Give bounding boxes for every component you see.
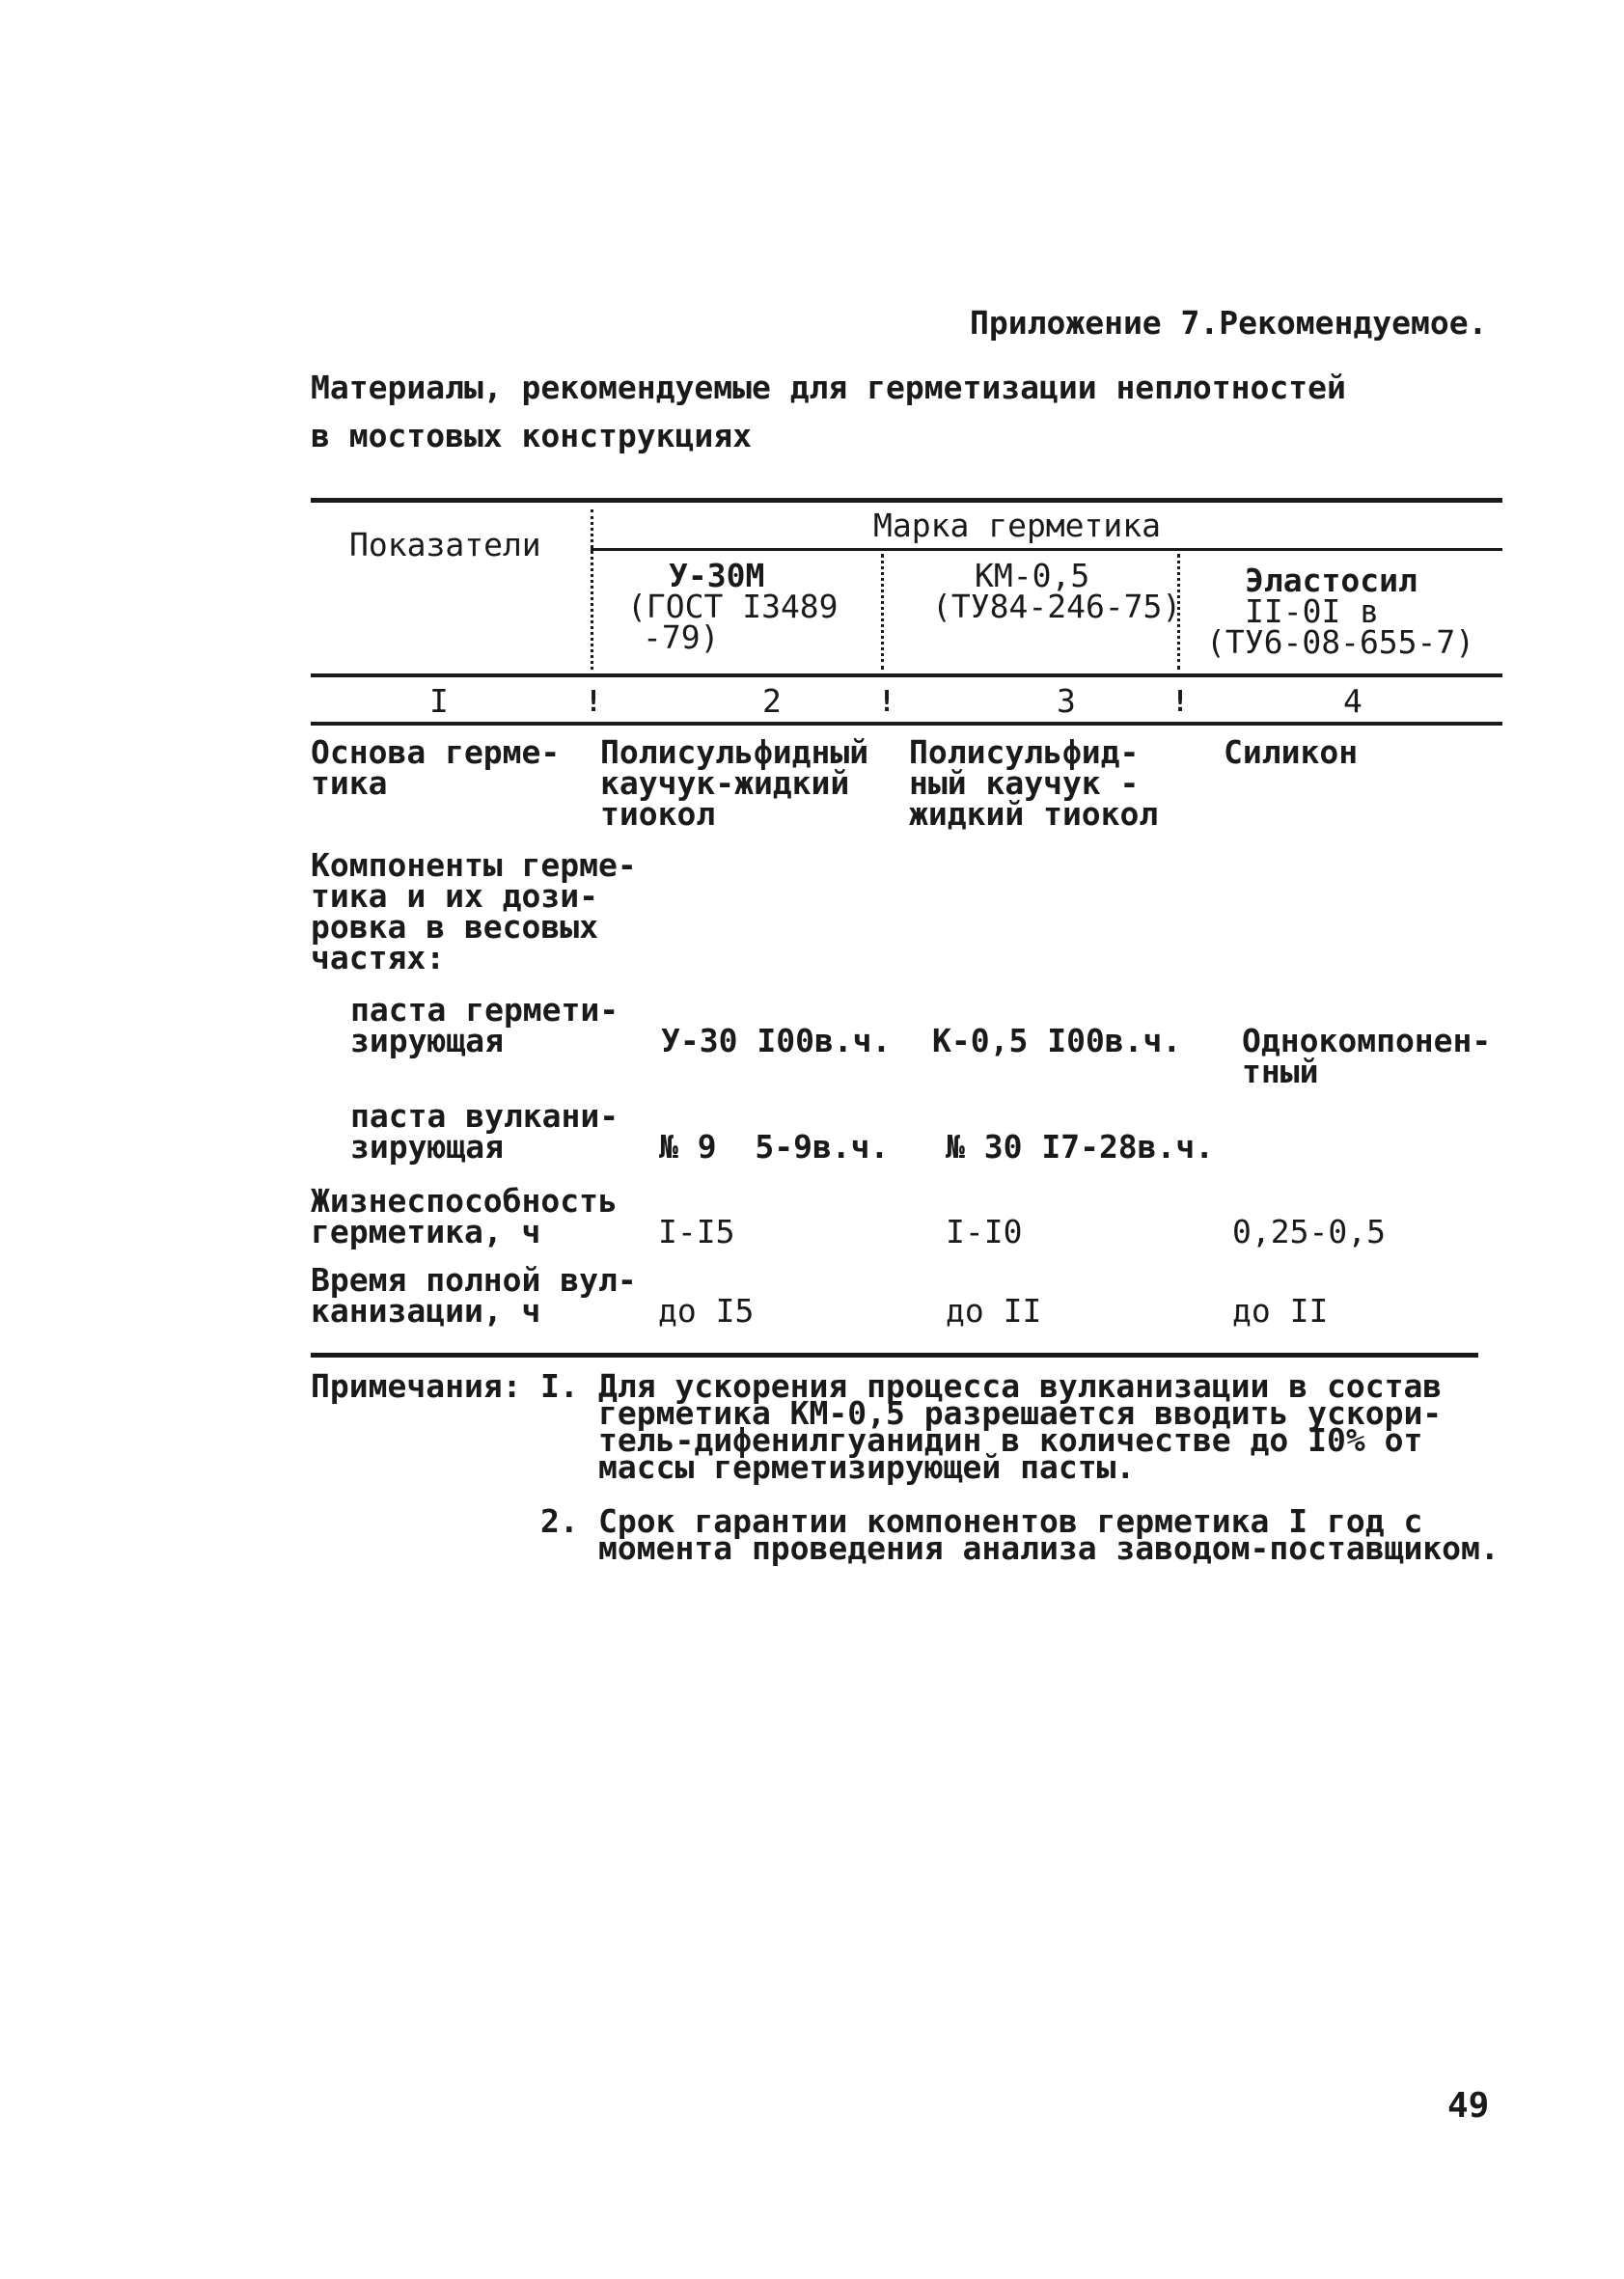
row-base-label-2: тика <box>311 764 388 802</box>
numbers-bottom-rule <box>311 722 1502 726</box>
group-header-rule <box>591 548 1502 551</box>
row-vulc-paste-col3: № 30 I7-28в.ч. <box>946 1128 1215 1166</box>
header-bottom-rule <box>311 673 1502 677</box>
col-number-separator-2: ! <box>878 685 896 719</box>
row-seal-paste-label-1: паста гермети- <box>350 991 619 1029</box>
row-cure-col2: до I5 <box>658 1292 755 1330</box>
col2-gost: (ГОСТ I3489 <box>627 588 839 625</box>
row-base-col2-2: каучук-жидкий <box>600 764 850 802</box>
row-components-label-2: тика и их дози- <box>311 877 599 915</box>
col-number-separator-3: ! <box>1171 685 1190 719</box>
row-vulc-paste-label-2: зирующая <box>350 1128 504 1166</box>
col2-title: У-30М <box>669 557 765 594</box>
col-number-separator-1: ! <box>585 685 603 719</box>
note-1-line-2: герметика КМ-0,5 разрешается вводить ускори- <box>598 1394 1443 1432</box>
note-1-line-4: массы герметизирующей пасты. <box>598 1448 1136 1486</box>
row-components-label-4: частях: <box>311 939 446 976</box>
row-base-col3-1: Полисульфид- <box>909 733 1140 771</box>
note-2-line-2: момента проведения анализа заводом-поставщиком. <box>598 1529 1500 1567</box>
header-separator-1 <box>591 509 593 670</box>
col4-title: Эластосил <box>1245 562 1418 599</box>
row-base-label-1: Основа герме- <box>311 733 561 771</box>
table-bottom-rule <box>311 1353 1478 1358</box>
row-seal-paste-col4-1: Однокомпонен- <box>1242 1022 1492 1059</box>
col-number-3: 3 <box>1057 682 1076 720</box>
row-life-col4: 0,25-0,5 <box>1232 1213 1386 1250</box>
row-seal-paste-col3: К-0,5 I00в.ч. <box>932 1022 1182 1059</box>
note-1-number: I. <box>540 1367 579 1405</box>
row-vulc-paste-label-1: паста вулкани- <box>350 1097 619 1135</box>
row-seal-paste-col4-2: тный <box>1242 1053 1319 1090</box>
col-number-4: 4 <box>1343 682 1363 720</box>
header-indicators: Показатели <box>349 526 541 563</box>
row-components-label-1: Компоненты герме- <box>311 846 637 884</box>
row-base-col2-1: Полисульфидный <box>600 733 869 771</box>
row-vulc-paste-col2: № 9 5-9в.ч. <box>659 1128 890 1166</box>
note-2-number: 2. <box>540 1502 579 1540</box>
col3-title: КМ-0,5 <box>975 557 1090 594</box>
note-1-line-1: Для ускорения процесса вулканизации в состав <box>598 1367 1443 1405</box>
note-2-line-1: Срок гарантии компонентов герметика I год с <box>598 1502 1423 1540</box>
row-life-col2: I-I5 <box>658 1213 735 1250</box>
row-life-label-1: Жизнеспособность <box>311 1182 618 1220</box>
header-separator-2 <box>881 554 884 670</box>
row-seal-paste-label-2: зирующая <box>350 1022 504 1059</box>
row-base-col3-3: жидкий тиокол <box>909 795 1159 833</box>
row-components-label-3: ровка в весовых <box>311 908 599 946</box>
row-cure-label-2: канизации, ч <box>311 1292 541 1330</box>
row-seal-paste-col2: У-30 I00в.ч. <box>661 1022 892 1059</box>
row-base-col4: Силикон <box>1224 733 1359 771</box>
col-number-1: I <box>429 682 449 720</box>
row-life-label-2: герметика, ч <box>311 1213 541 1250</box>
notes-label: Примечания: <box>311 1367 522 1405</box>
row-cure-label-1: Время полной вул- <box>311 1261 637 1299</box>
row-life-col3: I-I0 <box>946 1213 1023 1250</box>
row-cure-col4: до II <box>1232 1292 1329 1330</box>
col-number-2: 2 <box>762 682 782 720</box>
title-line-1: Материалы, рекомендуемые для герметизации неплотностей <box>311 369 1346 406</box>
appendix-label: Приложение 7.Рекомендуемое. <box>970 304 1488 342</box>
col4-tu: (ТУ6-08-655-7) <box>1206 623 1475 661</box>
col3-tu: (ТУ84-246-75) <box>932 588 1182 625</box>
row-cure-col3: до II <box>946 1292 1042 1330</box>
header-sealant-brand: Марка герметика <box>873 507 1162 544</box>
row-base-col3-2: ный каучук - <box>909 764 1140 802</box>
row-base-col2-3: тиокол <box>600 795 716 833</box>
table-top-rule <box>311 498 1502 503</box>
note-1-line-3: тель-дифенилгуанидин в количестве до I0% от <box>598 1421 1423 1459</box>
col2-gost-year: -79) <box>643 618 720 656</box>
col4-grade: II-0I в <box>1245 592 1380 630</box>
page-number: 49 <box>1447 2086 1490 2126</box>
title-line-2: в мостовых конструкциях <box>311 417 752 454</box>
